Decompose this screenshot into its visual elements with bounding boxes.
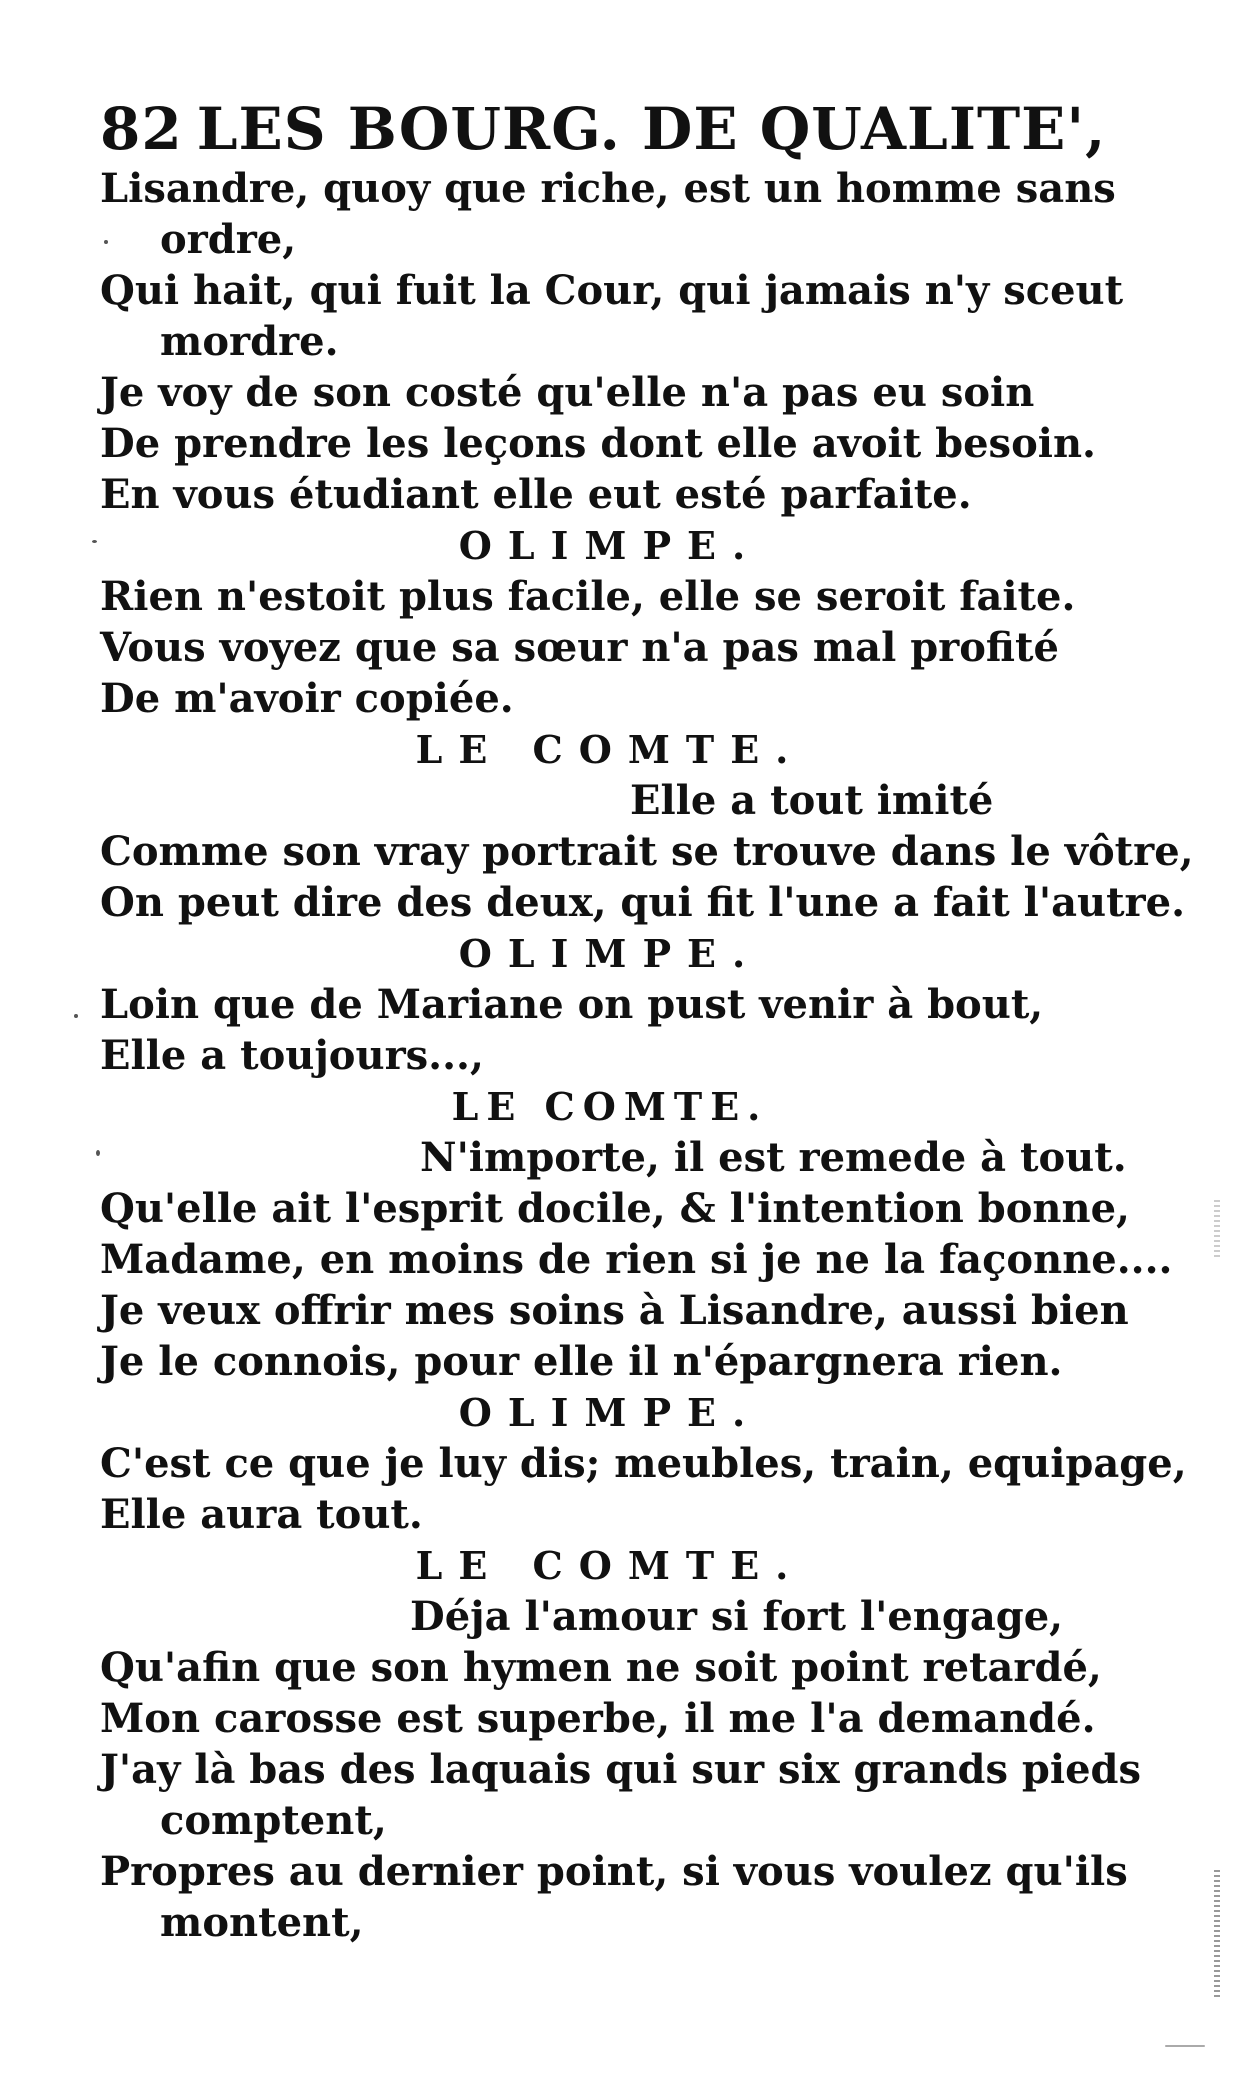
speaker-name: LE COMTE. xyxy=(415,1543,805,1588)
verse-line: Vous voyez que sa sœur n'a pas mal profité xyxy=(100,624,1059,671)
verse-line: montent, xyxy=(160,1899,364,1946)
verse-line: Elle aura tout. xyxy=(100,1491,423,1538)
verse-line: Qui hait, qui fuit la Cour, qui jamais n'y sceut xyxy=(100,267,1124,314)
verse-line: Elle a tout imité xyxy=(630,777,994,824)
ink-speck xyxy=(74,1014,78,1018)
ink-speck xyxy=(92,540,97,543)
ink-speck xyxy=(104,240,108,244)
margin-bleedthrough xyxy=(1214,1200,1220,1260)
verse-line: Elle a toujours..., xyxy=(100,1032,484,1079)
margin-bleedthrough xyxy=(1214,1870,1220,2000)
speaker-name: LE COMTE. xyxy=(451,1084,769,1129)
verse-line: Je le connois, pour elle il n'épargnera rien. xyxy=(100,1338,1063,1385)
play-text xyxy=(100,163,1194,1948)
verse-line: On peut dire des deux, qui fit l'une a fait l'autre. xyxy=(100,879,1185,926)
ink-speck xyxy=(1165,2045,1205,2047)
verse-line: C'est ce que je luy dis; meubles, train, equipage, xyxy=(100,1440,1187,1487)
verse-line: En vous étudiant elle eut esté parfaite. xyxy=(100,471,972,518)
verse-line: Comme son vray portrait se trouve dans le vôtre, xyxy=(100,828,1194,875)
speaker-name: OLIMPE. xyxy=(458,1390,762,1435)
running-header xyxy=(100,95,1107,163)
verse-line: J'ay là bas des laquais qui sur six grands pieds xyxy=(100,1746,1142,1793)
speaker-name: OLIMPE. xyxy=(458,523,762,568)
page-number: 82 xyxy=(100,95,183,163)
verse-line: Mon carosse est superbe, il me l'a demandé. xyxy=(100,1695,1096,1742)
speaker-name: OLIMPE. xyxy=(458,931,762,976)
verse-line: comptent, xyxy=(160,1797,387,1844)
verse-line: N'importe, il est remede à tout. xyxy=(420,1134,1127,1181)
verse-line: Qu'elle ait l'esprit docile, & l'intention bonne, xyxy=(100,1185,1130,1232)
verse-line: Je veux offrir mes soins à Lisandre, aussi bien xyxy=(100,1287,1129,1334)
verse-line: Propres au dernier point, si vous voulez qu'ils xyxy=(100,1848,1128,1895)
verse-line: Déja l'amour si fort l'engage, xyxy=(410,1593,1064,1640)
verse-line: Lisandre, quoy que riche, est un homme sans xyxy=(100,165,1116,212)
verse-line: Qu'afin que son hymen ne soit point retardé, xyxy=(100,1644,1102,1691)
verse-line: Madame, en moins de rien si je ne la façonne.... xyxy=(100,1236,1173,1283)
verse-line: Loin que de Mariane on pust venir à bout, xyxy=(100,981,1044,1028)
speaker-name: LE COMTE. xyxy=(415,727,805,772)
verse-line: De m'avoir copiée. xyxy=(100,675,514,722)
verse-line: ordre, xyxy=(160,216,297,263)
verse-line: De prendre les leçons dont elle avoit besoin. xyxy=(100,420,1096,467)
ink-speck xyxy=(96,1150,100,1156)
verse-line: Rien n'estoit plus facile, elle se seroit faite. xyxy=(100,573,1076,620)
running-title: LES BOURG. DE QUALITE', xyxy=(196,95,1107,163)
verse-line: Je voy de son costé qu'elle n'a pas eu soin xyxy=(100,369,1035,416)
verse-line: mordre. xyxy=(160,318,339,365)
